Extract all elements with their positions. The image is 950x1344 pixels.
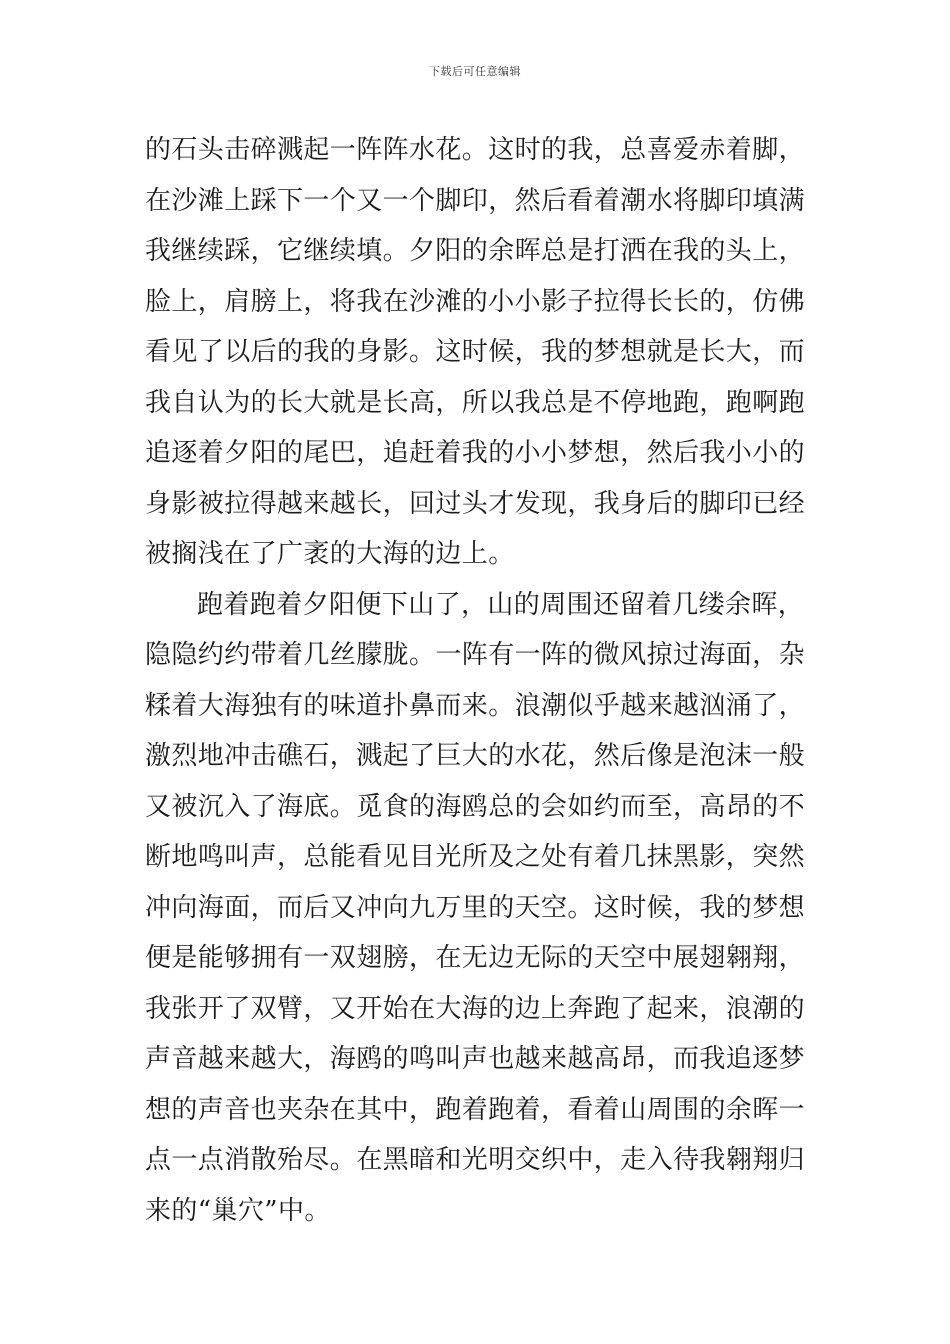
text-line: 我自认为的长大就是长高，所以我总是不停地跑，跑啊跑 [145,387,806,418]
text-line: 想的声音也夹杂在其中，跑着跑着，看着山周围的余晖一 [145,1094,806,1125]
text-line: 在沙滩上踩下一个又一个脚印，然后看着潮水将脚印填满 [145,185,806,216]
text-line: 我继续踩，它继续填。夕阳的余晖总是打洒在我的头上， [145,236,806,266]
text-line: 身影被拉得越来越长，回过头才发现，我身后的脚印已经 [145,488,806,519]
text-line: 又被沉入了海底。觅食的海鸥总的会如约而至，高昂的不 [145,791,806,822]
text-line: 我张开了双臂，又开始在大海的边上奔跑了起来，浪潮的 [145,993,806,1024]
text-line: 断地鸣叫声，总能看见目光所及之处有着几抹黑影，突然 [145,842,806,872]
text-line: 追逐着夕阳的尾巴，追赶着我的小小梦想，然后我小小的 [145,438,806,468]
text-line: 冲向海面，而后又冲向九万里的天空。这时候，我的梦想 [145,892,806,923]
text-line: 糅着大海独有的味道扑鼻而来。浪潮似乎越来越汹涌了， [145,690,806,721]
text-line: 隐隐约约带着几丝朦胧。一阵有一阵的微风掠过海面，杂 [145,640,806,670]
text-line-indented: 跑着跑着夕阳便下山了，山的周围还留着几缕余晖， [197,589,805,620]
text-line: 便是能够拥有一双翅膀，在无边无际的天空中展翅翱翔， [145,943,806,973]
text-line: 来的“巢穴”中。 [145,1195,331,1226]
text-line: 被搁浅在了广袤的大海的边上。 [145,539,515,569]
text-line: 点一点消散殆尽。在黑暗和光明交织中，走入待我翱翔归 [145,1145,806,1175]
text-line: 看见了以后的我的身影。这时候，我的梦想就是长大，而 [145,337,806,367]
text-line: 声音越来越大，海鸥的鸣叫声也越来越高昂，而我追逐梦 [145,1044,806,1074]
text-line: 的石头击碎溅起一阵阵水花。这时的我，总喜爱赤着脚， [145,135,806,165]
paragraph-2 [145,580,810,1237]
page-header: 下载后可任意编辑 [429,65,521,78]
text-line: 脸上，肩膀上，将我在沙滩的小小影子拉得长长的，仿佛 [145,286,806,317]
text-line: 激烈地冲击礁石，溅起了巨大的水花，然后像是泡沫一般 [145,741,806,771]
document-body [145,125,810,1236]
paragraph-1 [145,125,810,580]
